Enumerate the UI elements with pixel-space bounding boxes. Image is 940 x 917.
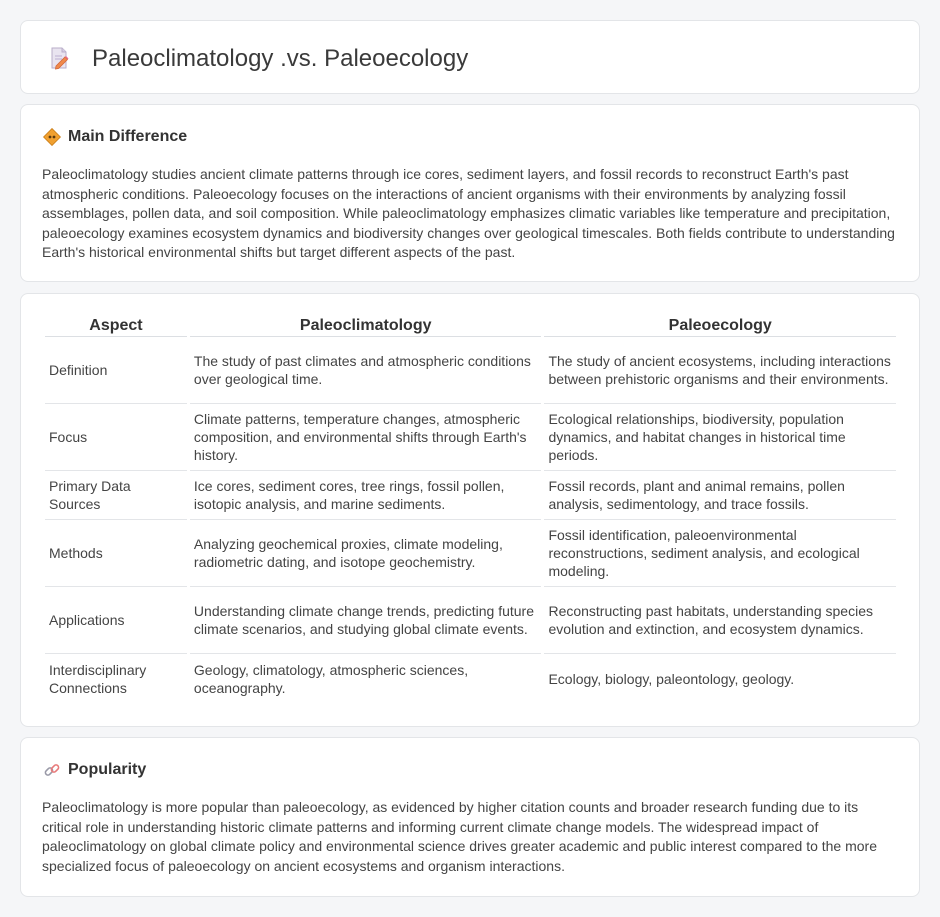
table-row [45,404,896,471]
row-aspect: Primary Data Sources [45,471,187,520]
header-paleoclimatology: Paleoclimatology [190,317,542,337]
row-paleoecology: Ecological relationships, biodiversity, population dynamics, and habitat changes in historical time periods. [544,404,896,471]
header-aspect: Aspect [45,317,187,337]
row-paleoecology: Fossil records, plant and animal remains, pollen analysis, sedimentology, and trace fossils. [544,471,896,520]
row-paleoclimatology: The study of past climates and atmospheric conditions over geological time. [190,337,542,404]
popularity-title: Popularity [68,761,147,778]
row-aspect: Interdisciplinary Connections [49,661,147,696]
row-paleoecology: Reconstructing past habitats, understanding species evolution and extinction, and ecosystem dynamics. [544,587,896,654]
comparison-card [20,293,920,727]
popularity-text: Paleoclimatology is more popular than paleoecology, as evidenced by higher citation counts and broader research funding due to its critical role in understanding historic climate patterns and informing current climate change models. The widespread impact of paleoclimatology on global climate policy and environmental science drives greater academic and public interest compared to the more specialized focus of paleoecology on ancient ecosystems and organism interactions. [42,799,878,874]
row-paleoclimatology: Climate patterns, temperature changes, atmospheric composition, and environmental shifts through Earth's history. [190,404,542,471]
row-aspect: Definition [45,337,187,404]
row-paleoecology: Fossil identification, paleoenvironmental reconstructions, sediment analysis, and ecological modeling. [544,520,896,587]
popularity-card [20,737,920,897]
row-paleoclimatology: Analyzing geochemical proxies, climate modeling, radiometric dating, and isotope geochemistry. [190,520,542,587]
diamond-sign-icon [43,128,61,146]
row-paleoclimatology: Ice cores, sediment cores, tree rings, fossil pollen, isotopic analysis, and marine sediments. [190,471,542,520]
row-paleoecology: The study of ancient ecosystems, including interactions between prehistoric organisms and their environments. [544,337,896,404]
row-paleoclimatology: Understanding climate change trends, predicting future climate scenarios, and studying global climate events. [190,587,542,654]
table-row [45,337,896,404]
main-difference-text: Paleoclimatology studies ancient climate patterns through ice cores, sediment layers, and fossil records to reconstruct Earth's past atmospheric conditions. Paleoecology focuses on the interactions of ancient organisms with their environments by analyzing fossil assemblages, pollen data, and soil composition. While paleoclimatology emphasizes climatic variables like temperature and precipitation, paleoecology examines ecosystem dynamics and biodiversity changes over geological timescales. Both fields contribute to understanding Earth's historical environmental shifts but target different aspects of the past. [42,166,895,261]
row-paleoclimatology: Geology, climatology, atmospheric sciences, oceanography. [193,661,469,696]
row-aspect: Focus [45,404,187,471]
table-row [45,587,896,654]
table-row [45,520,896,587]
row-aspect: Applications [45,587,187,654]
document-pencil-icon [47,46,71,70]
main-difference-card [20,104,920,282]
table-row [45,654,896,703]
link-icon [43,761,61,779]
table-header-row [45,317,896,337]
comparison-table [42,317,899,703]
main-difference-title: Main Difference [68,128,188,145]
header-paleoecology: Paleoecology [544,317,896,337]
main-difference-heading [43,128,187,146]
popularity-heading [43,761,146,779]
row-aspect: Methods [45,520,187,587]
page-title: Paleoclimatology .vs. Paleoecology [92,45,469,72]
row-paleoecology: Ecology, biology, paleontology, geology. [548,670,795,687]
table-row [45,471,896,520]
header-card [20,20,920,94]
